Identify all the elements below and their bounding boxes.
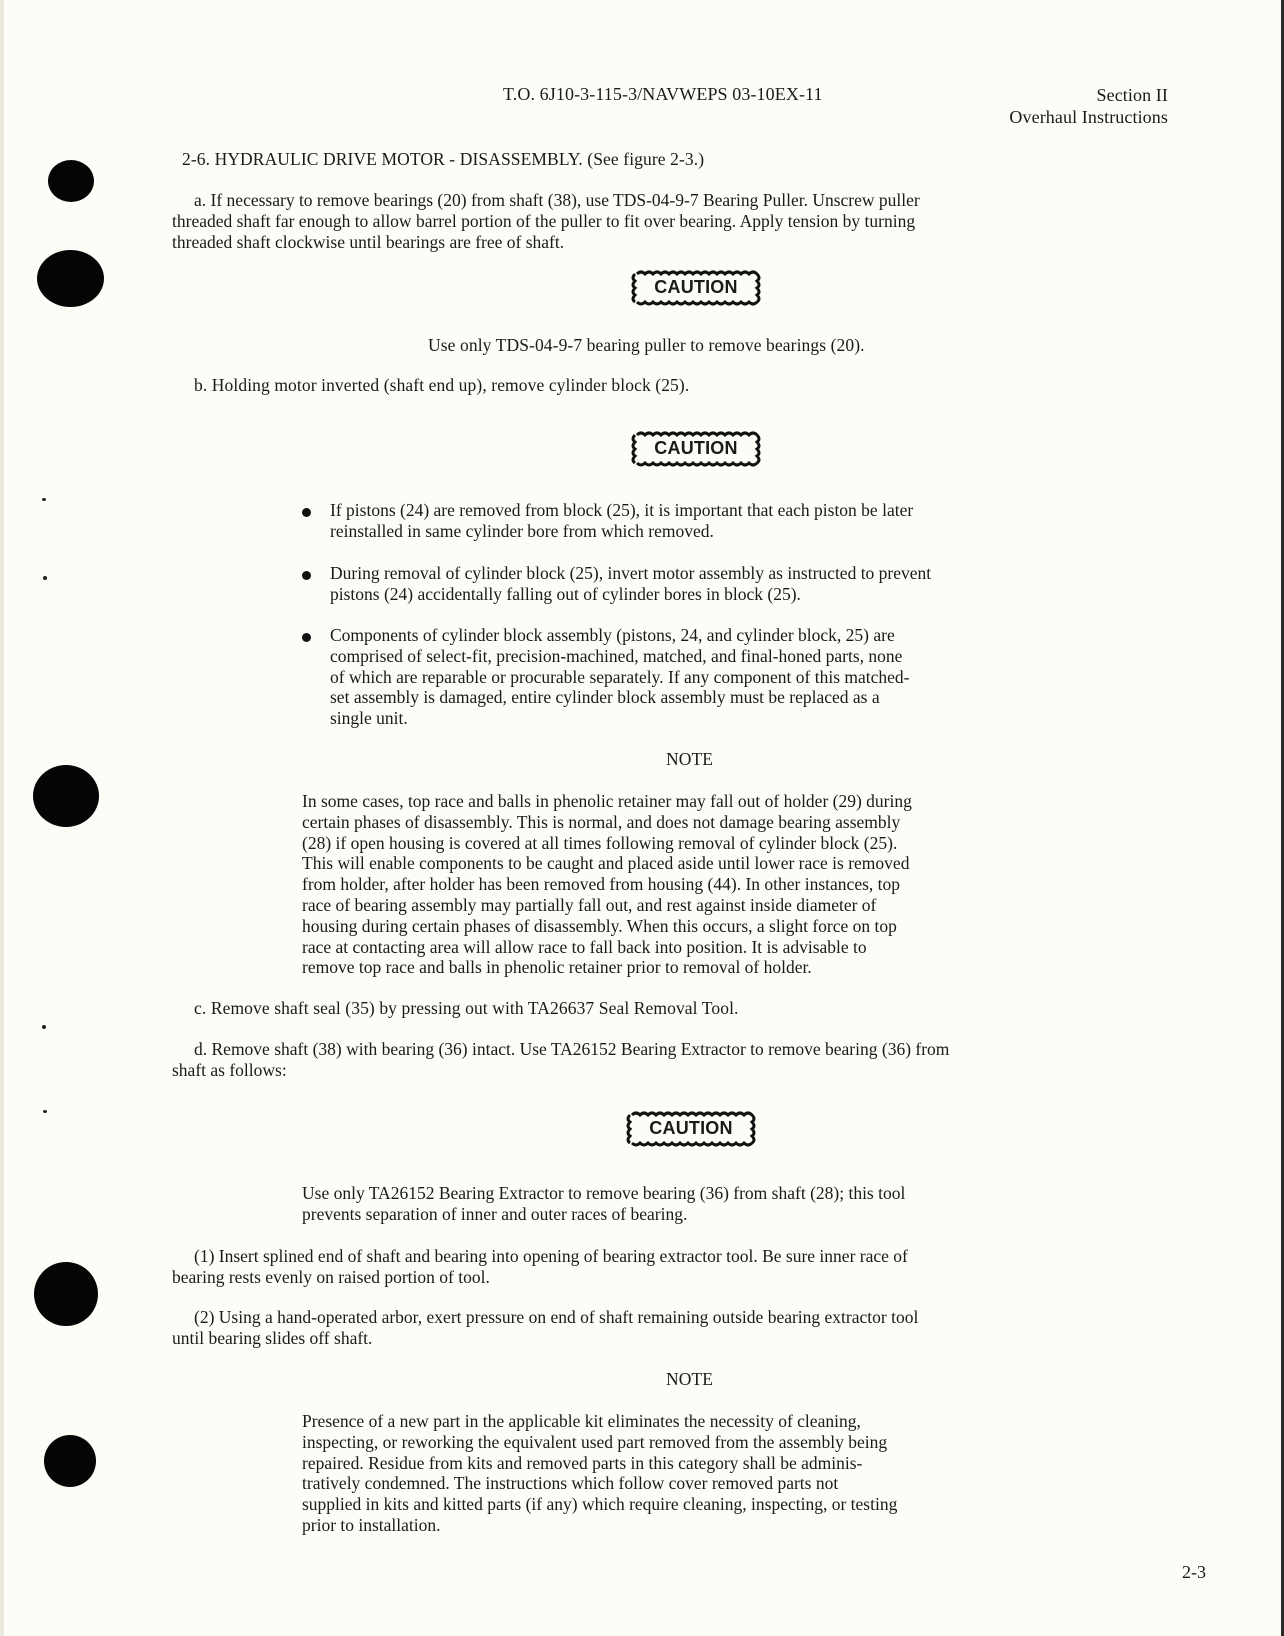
bullet-line: pistons (24) accidentally falling out of cylinder bores in block (25). bbox=[330, 583, 801, 604]
note-line: In some cases, top race and balls in phenolic retainer may fall out of holder (29) during bbox=[302, 791, 912, 811]
scan-speck bbox=[43, 576, 47, 580]
bullet-icon bbox=[302, 508, 311, 517]
bullet-line: comprised of select-fit, precision-machined, matched, and final-honed parts, none bbox=[330, 645, 903, 666]
note-line: (28) if open housing is covered at all times following removal of cylinder block (25). bbox=[302, 832, 898, 853]
bullet-line: set assembly is damaged, entire cylinder block assembly must be replaced as a bbox=[330, 687, 880, 708]
step-d-line: shaft as follows: bbox=[172, 1059, 287, 1080]
caution-line: prevents separation of inner and outer races of bearing. bbox=[302, 1203, 688, 1224]
note-2 bbox=[302, 1411, 897, 1536]
binder-hole bbox=[48, 160, 94, 202]
caution-1-text: Use only TDS-04-9-7 bearing puller to remove bearings (20). bbox=[428, 335, 865, 355]
note-label: NOTE bbox=[666, 749, 714, 769]
page-number: 2-3 bbox=[1182, 1562, 1206, 1582]
bullet-icon bbox=[302, 571, 311, 580]
note-line: race at contacting area will allow race to fall back into position. It is advisable to bbox=[302, 936, 867, 957]
note-line: certain phases of disassembly. This is normal, and does not damage bearing assembly bbox=[302, 811, 901, 832]
step-a-line: a. If necessary to remove bearings (20) from shaft (38), use TDS-04-9-7 Bearing Puller. Unscrew puller bbox=[194, 190, 920, 210]
doc-number: T.O. 6J10-3-115-3/NAVWEPS 03-10EX-11 bbox=[503, 84, 823, 104]
note-line: This will enable components to be caught and placed aside until lower race is removed bbox=[302, 853, 910, 874]
bullet-line: During removal of cylinder block (25), invert motor assembly as instructed to prevent bbox=[330, 563, 932, 583]
note-line: tratively condemned. The instructions which follow cover removed parts not bbox=[302, 1473, 839, 1494]
caution-banner bbox=[631, 270, 761, 306]
note-line: race of bearing assembly may partially fall out, and rest against inside diameter of bbox=[302, 894, 877, 915]
scan-speck bbox=[43, 1110, 47, 1113]
note-line: Presence of a new part in the applicable kit eliminates the necessity of cleaning, bbox=[302, 1411, 861, 1431]
substep-line: (2) Using a hand-operated arbor, exert pressure on end of shaft remaining outside bearing extractor tool bbox=[194, 1307, 919, 1327]
bullet-icon bbox=[302, 633, 311, 642]
step-a bbox=[172, 190, 920, 252]
caution-label: CAUTION bbox=[654, 277, 738, 297]
note-1 bbox=[302, 791, 912, 978]
scan-speck bbox=[42, 1025, 46, 1029]
caution-label: CAUTION bbox=[654, 438, 738, 458]
section-header bbox=[1009, 84, 1168, 128]
step-b: b. Holding motor inverted (shaft end up), remove cylinder block (25). bbox=[194, 375, 690, 395]
step-a-line: threaded shaft far enough to allow barrel portion of the puller to fit over bearing. Apply tension by turning bbox=[172, 210, 916, 231]
step-c: c. Remove shaft seal (35) by pressing out with TA26637 Seal Removal Tool. bbox=[194, 998, 739, 1018]
scan-speck bbox=[42, 498, 46, 501]
step-a-line: threaded shaft clockwise until bearings are free of shaft. bbox=[172, 231, 565, 252]
caution-bullet bbox=[330, 625, 910, 729]
bullet-line: reinstalled in same cylinder bore from which removed. bbox=[330, 520, 714, 541]
caution-banner bbox=[631, 431, 761, 467]
substep-1 bbox=[172, 1246, 908, 1288]
note-label: NOTE bbox=[666, 1369, 714, 1389]
note-line: repaired. Residue from kits and removed parts in this category shall be adminis- bbox=[302, 1452, 863, 1473]
bullet-line: Components of cylinder block assembly (pistons, 24, and cylinder block, 25) are bbox=[330, 625, 895, 645]
caution-label: CAUTION bbox=[649, 1118, 733, 1138]
substep-line: bearing rests evenly on raised portion of tool. bbox=[172, 1266, 490, 1287]
procedure-heading: 2-6. HYDRAULIC DRIVE MOTOR - DISASSEMBLY. (See figure 2-3.) bbox=[182, 149, 705, 169]
substep-line: until bearing slides off shaft. bbox=[172, 1327, 373, 1348]
caution-bullet bbox=[330, 500, 913, 542]
note-line: remove top race and balls in phenolic retainer prior to removal of holder. bbox=[302, 957, 812, 978]
note-line: supplied in kits and kitted parts (if any) which require cleaning, inspecting, or testing bbox=[302, 1494, 898, 1515]
substep-2 bbox=[172, 1307, 918, 1349]
page-left-edge bbox=[0, 0, 4, 1636]
binder-hole bbox=[34, 1262, 98, 1326]
note-line: prior to installation. bbox=[302, 1514, 441, 1535]
bullet-line: If pistons (24) are removed from block (25), it is important that each piston be later bbox=[330, 500, 914, 520]
caution-banner bbox=[626, 1111, 756, 1147]
note-line: inspecting, or reworking the equivalent used part removed from the assembly being bbox=[302, 1431, 888, 1452]
caution-line: Use only TA26152 Bearing Extractor to remove bearing (36) from shaft (28); this tool bbox=[302, 1183, 906, 1203]
binder-hole bbox=[33, 765, 99, 827]
substep-line: (1) Insert splined end of shaft and bearing into opening of bearing extractor tool. Be sure inner race of bbox=[194, 1246, 908, 1266]
step-d bbox=[172, 1039, 949, 1081]
section-title: Overhaul Instructions bbox=[1009, 107, 1168, 127]
caution-bullet bbox=[330, 563, 931, 605]
note-line: housing during certain phases of disassembly. When this occurs, a slight force on top bbox=[302, 915, 897, 936]
bullet-line: of which are reparable or procurable separately. If any component of this matched- bbox=[330, 666, 910, 687]
note-line: from holder, after holder has been removed from housing (44). In other instances, top bbox=[302, 874, 901, 895]
bullet-line: single unit. bbox=[330, 708, 408, 729]
binder-hole bbox=[44, 1435, 96, 1487]
step-d-line: d. Remove shaft (38) with bearing (36) intact. Use TA26152 Bearing Extractor to remove bearing (36) from bbox=[194, 1039, 950, 1059]
binder-hole bbox=[37, 250, 104, 307]
caution-3-text bbox=[302, 1183, 905, 1225]
section-number: Section II bbox=[1096, 85, 1168, 105]
